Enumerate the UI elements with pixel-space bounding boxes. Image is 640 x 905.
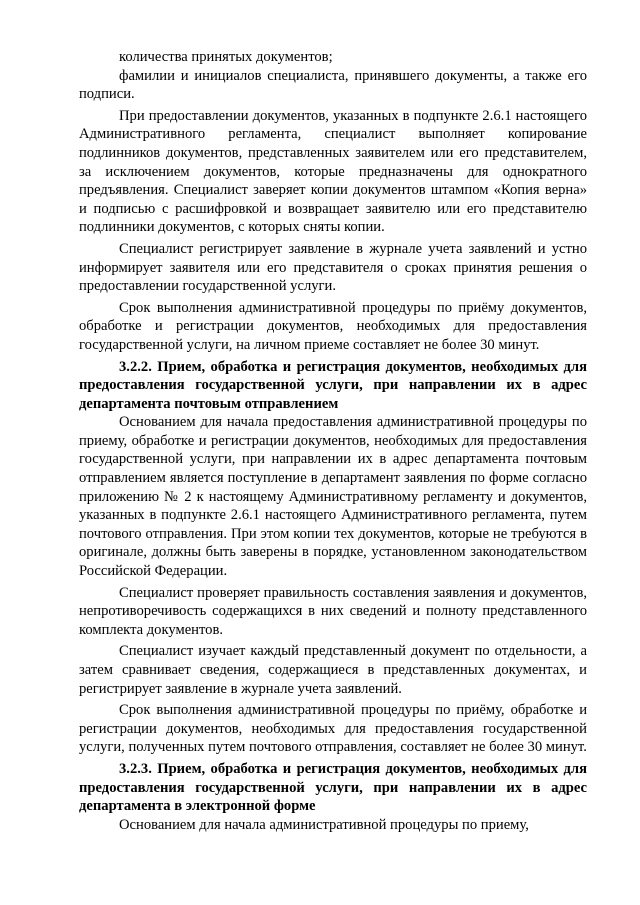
- paragraph-registration: Специалист регистрирует заявление в журнале учета заявлений и устно информирует заявителя или его представителя о сроках принятия решения о предоставлении государственной услуги.: [79, 240, 587, 295]
- paragraph-postal-basis: Основанием для начала предоставления административной процедуры по приему, обработке и регистрации документов, необходимых для предоставления государственной услуги, при направлении их в адрес департамента почтовым отправлением является поступление в департамент заявления по форме согласно приложению № 2 к настоящему Административному регламенту и документов, указанных в подпункте 2.6.1 настоящего Административного регламента, путем почтового отправления. При этом копии тех документов, которые не требуются в оригинале, должны быть заверены в порядке, установленном законодательством Российской Федерации.: [79, 414, 587, 580]
- paragraph-term-personal: Срок выполнения административной процедуры по приёму документов, обработке и регистрации документов, необходимых для предоставления государственной услуги, на личном приеме составляет не более 30 минут.: [79, 299, 587, 353]
- document-body: [79, 48, 587, 834]
- paragraph-verification: Специалист проверяет правильность составления заявления и документов, непротиворечивость содержащихся в них сведений и полноту представленного комплекта документов.: [79, 584, 587, 638]
- paragraph-electronic-basis: Основанием для начала административной процедуры по приему,: [119, 816, 529, 833]
- section-heading-3-2-3: 3.2.3. Прием, обработка и регистрация документов, необходимых для предоставления государственной услуги, при направлении их в адрес департамента в электронной форме: [79, 760, 587, 815]
- section-heading-3-2-2: 3.2.2. Прием, обработка и регистрация документов, необходимых для предоставления государственной услуги, при направлении их в адрес департамента почтовым отправлением: [79, 358, 587, 412]
- paragraph-doc-count: количества принятых документов;: [119, 49, 333, 65]
- paragraph-copying: При предоставлении документов, указанных в подпункте 2.6.1 настоящего Административного регламента, специалист выполняет копирование подлинников документов, представленных заявителем или его представителем, за исключением документов, которые предназначены для однократного предъявления. Специалист заверяет копии документов штампом «Копия верна» и подписью с расшифровкой и возвращает заявителю или его представителю подлинники документов, с которых сняты копии.: [79, 107, 587, 236]
- paragraph-term-postal: Срок выполнения административной процедуры по приёму, обработке и регистрации документов, необходимых для предоставления государственной услуги, полученных путем почтового отправления, составляет не более 30 минут.: [79, 702, 587, 756]
- paragraph-specialist-name: фамилии и инициалов специалиста, принявшего документы, а также его подписи.: [79, 67, 587, 103]
- paragraph-study: Специалист изучает каждый представленный документ по отдельности, а затем сравнивает сведения, содержащиеся в представленных документах, и регистрирует заявление в журнале учета заявлений.: [79, 643, 587, 697]
